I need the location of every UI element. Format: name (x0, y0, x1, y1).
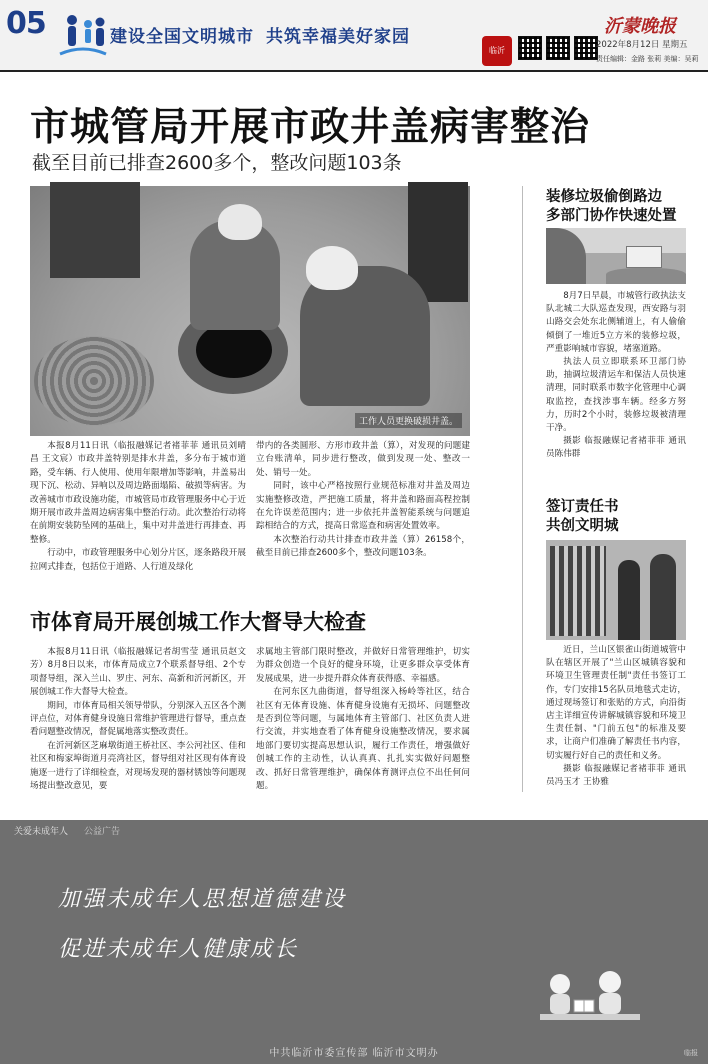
sidebar-photo-garbage-site (546, 228, 686, 284)
paragraph: 执法人员立即联系环卫部门协助，抽调垃圾清运车和保洁人员快速清理，同时联系市数字化管理中心调取监控，查找涉事车辆。经多方努力，历时2个小时，装修垃圾被清理干净。 (546, 357, 686, 434)
paragraph: 行动中，市政管理服务中心划分片区，逐条路段开展拉网式排查，包括位于道路、人行道及绿化 (30, 548, 246, 572)
ad-tag-sub: 公益广告 (84, 827, 121, 837)
sidebar-photo-store-visit (546, 540, 686, 640)
main-article-column-1 (30, 440, 246, 588)
paragraph: 在沂河新区芝麻墩街道王桥社区、李公河社区、佳和社区和梅家埠街道月亮湾社区，督导组对社区现有体育设施逐一进行了详细检查，对现场发现的器材锈蚀等问题现场提出整改意见，要 (30, 740, 246, 792)
paragraph: 本次整治行动共计排查市政井盖（算）26158个，截至目前已排查2600多个，整改问题103条。 (256, 534, 470, 559)
editor-credits: 责任编辑：金路 张莉 美编：吴莉 (596, 55, 699, 63)
city-logo: 临沂 (482, 36, 512, 66)
paragraph: 期间，市体育局相关领导带队，分别深入五区各个测评点位，对体育健身设施日常维护管理进行督导，重点查看问题整改情况，督促属地落实整改责任。 (30, 700, 246, 738)
issue-date: 2022年8月12日 星期五 (596, 40, 688, 50)
children-reading-illustration-icon (530, 962, 650, 1032)
headline-line: 签订责任书 (546, 499, 619, 515)
photo-clothing-rack (550, 546, 606, 636)
page-number: 05 (6, 6, 46, 41)
photo-worker (190, 220, 280, 330)
public-service-ad (0, 820, 708, 1064)
ad-sponsor: 中共临沂市委宣传部 临沂市文明办 (269, 1048, 439, 1059)
main-news-photo (30, 186, 470, 436)
hard-hat-icon (218, 204, 262, 240)
second-article-headline: 市体育局开展创城工作大督导大检查 (30, 610, 366, 634)
photo-tree (546, 228, 586, 284)
ad-slogan-line-2: 促进未成年人健康成长 (58, 937, 299, 962)
column-divider (522, 186, 523, 792)
main-article-column-2 (256, 440, 470, 588)
ad-tag-title: 关爱未成年人 (14, 827, 69, 837)
photo-caption: 工作人员更换破损井盖。 (355, 413, 462, 428)
page-header-band (0, 0, 708, 72)
paragraph: 在河东区九曲街道，督导组深入杨岭等社区，结合社区有无体育设施、体育健身设施有无损坏、问题整改是否到位等问题，与属地体育主管部门、社区负责人进行交流，并实地查看了体育健身设施整改情况，要求属地部门要切实提高思想认识，履行工作责任，增强做好创城工作的主动性，认认真真、扎扎实实做好问题整改、抓好日常管理维护，确保体育测评点位不出任何问题。 (256, 687, 470, 792)
photo-person (650, 554, 676, 640)
photo-standing-person (50, 182, 140, 278)
ad-tag (14, 824, 120, 837)
paragraph: 近日，兰山区银雀山街道城管中队在辖区开展了"兰山区城镇容貌和环境卫生管理责任制"责任书签订工作，专门安排15名队员地毯式走访，通过现场签订和张贴的方式，向沿街店主详细宣传讲解城镇容貌和环境卫生责任制、"门前五包"的标准及要求，让商户们准确了解责任书内容，切实履行好自己的责任和义务。 (546, 645, 686, 761)
second-article-column-2 (256, 646, 470, 798)
qr-code-icon (518, 36, 542, 60)
photo-garbage-pile (606, 268, 686, 284)
sidebar-headline-2 (546, 498, 619, 536)
slogan-part-1: 建设全国文明城市 (110, 27, 254, 47)
sidebar-headline-1 (546, 188, 677, 226)
header-slogan (110, 22, 410, 47)
photo-truck (626, 246, 662, 268)
ad-corner-mark: 临报 (684, 1049, 698, 1057)
paragraph: 求属地主管部门限时整改，并做好日常管理维护，切实为群众创造一个良好的健身环境，让更多群众享受体育发展成果，进一步提升群众体育获得感、幸福感。 (256, 647, 470, 684)
qr-code-icon (574, 36, 598, 60)
hard-hat-icon (306, 246, 358, 290)
headline-line: 装修垃圾偷倒路边 (546, 189, 662, 205)
family-silhouette-icon (58, 10, 108, 60)
photo-manhole-opening (196, 322, 272, 378)
photo-person (618, 560, 640, 640)
photo-credit: 摄影 临报融媒记者褚菲菲 通讯员陈伟群 (546, 436, 686, 460)
paragraph: 同时，该中心严格按照行业规范标准对井盖及周边实施整修改造，严把施工质量，将井盖和路面高程控制在允许误差范围内；进一步依托井盖智能系统与问题追踪相结合的方式，提高日常巡查和病害处置效率。 (256, 481, 470, 532)
paragraph: 本报8月11日讯（临报融媒记者褚菲菲 通讯员刘晴昌 王文宸）市政井盖特别是排水井盖，多分布于城市道路，受车辆、行人使用、使用年限增加等影响，井盖易出现下沉、松动、异响以及周边路面塌陷、破损等病害。为改善城市市政设施功能，市城管局市政管理服务中心于近期开展市政井盖周边病害集中整治行动。此次整治行动将在前期安装防坠网的基础上，集中对井盖进行再排查、再整修。 (30, 441, 246, 545)
second-article-column-1 (30, 646, 246, 798)
ad-slogan-line-1: 加强未成年人思想道德建设 (58, 887, 347, 912)
newspaper-masthead: 沂蒙晚报 (604, 16, 676, 37)
paragraph: 带内的各类圆形、方形市政井盖（算），对发现的问题建立台账清单，同步进行整改，做到发现一处、整改一处、销号一处。 (256, 441, 470, 478)
sidebar-article-2-body (546, 644, 686, 800)
photo-worker (300, 266, 430, 406)
headline-line: 多部门协作快速处置 (546, 208, 677, 224)
paragraph: 本报8月11日讯（临报融媒记者胡雪莹 通讯员赵文芳）8月8日以来，市体育局成立7个联系督导组、2个专项督导组，深入兰山、罗庄、河东、高新和沂河新区，开展创城工作大督导大检查。 (30, 647, 246, 698)
photo-manhole-cover (34, 336, 154, 426)
sidebar-article-1-body (546, 290, 686, 460)
paragraph: 8月7日早晨，市城管行政执法支队北城二大队巡查发现，西安路与羽山路交会处东北侧辅道上，有人偷偷倾倒了一堆近5立方米的装修垃圾，严重影响城市容貌，堵塞道路。 (546, 291, 686, 354)
main-headline: 市城管局开展市政井盖病害整治 (30, 105, 591, 150)
headline-line: 共创文明城 (546, 518, 619, 534)
main-subheadline: 截至目前已排查2600多个，整改问题103条 (32, 152, 402, 174)
photo-credit: 摄影 临报融媒记者褚菲菲 通讯员冯玉才 王协雅 (546, 763, 686, 788)
slogan-part-2: 共筑幸福美好家园 (266, 27, 410, 47)
qr-code-icon (546, 36, 570, 60)
